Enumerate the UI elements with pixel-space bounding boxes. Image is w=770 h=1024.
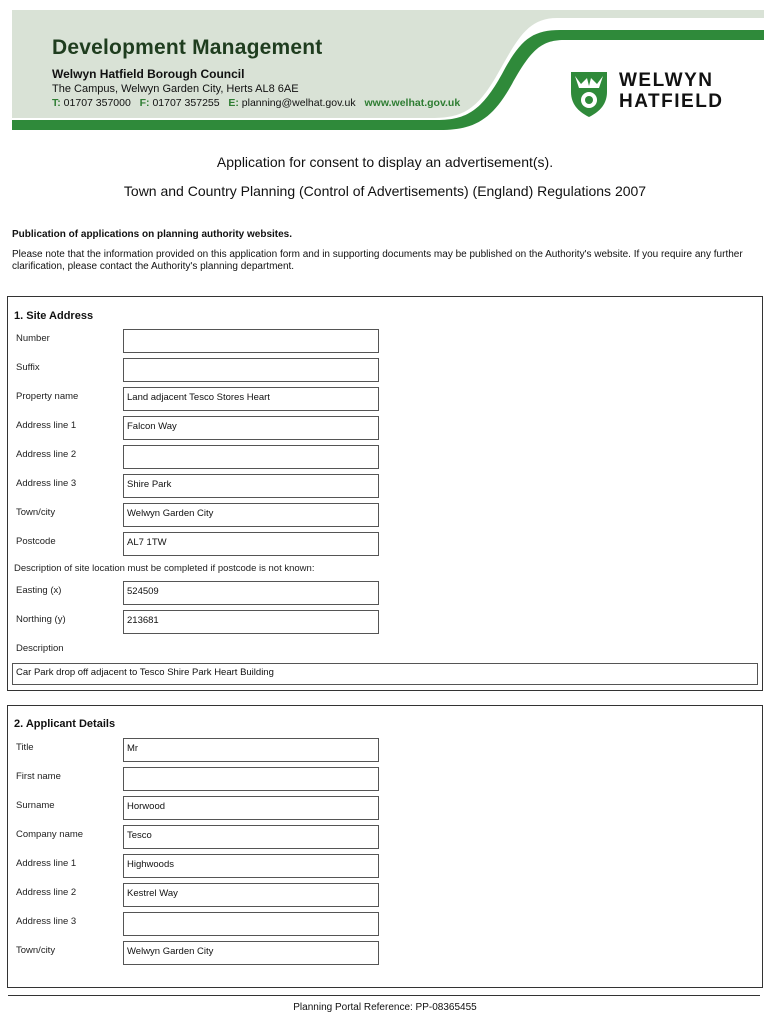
form-title: Application for consent to display an advertisement(s). [216, 154, 554, 170]
northing-field[interactable]: 213681 [123, 610, 379, 634]
field-label: Property name [16, 391, 79, 402]
tel-label: T: [52, 97, 61, 109]
fax-number: 01707 357255 [152, 97, 220, 109]
council-logo [569, 70, 759, 130]
email-label: E: [228, 97, 239, 109]
field-label: Address line 2 [16, 449, 77, 460]
publication-notice: Please note that the information provided on this application form and in supporting documents may be published on the Authority's website. If you require any further clarification, please contact the Authority's planning department. [12, 249, 743, 272]
field-label: Town/city [16, 945, 56, 956]
address-line-2-field[interactable] [123, 445, 379, 469]
field-label: Number [16, 333, 50, 344]
section-heading: 2. Applicant Details [14, 718, 116, 730]
publication-heading: Publication of applications on planning authority websites. [12, 229, 293, 240]
contact-line [52, 97, 460, 109]
footer-divider [8, 995, 760, 996]
applicant-address-line-3-field[interactable] [123, 912, 379, 936]
field-label: Easting (x) [16, 585, 62, 596]
shield-icon [569, 70, 609, 118]
field-label: Address line 2 [16, 887, 77, 898]
field-label: Title [16, 742, 34, 753]
title-field[interactable]: Mr [123, 738, 379, 762]
department-title: Development Management [52, 36, 323, 59]
suffix-field[interactable] [123, 358, 379, 382]
description-field[interactable]: Car Park drop off adjacent to Tesco Shire Park Heart Building [12, 663, 758, 685]
field-label: Address line 3 [16, 916, 77, 927]
field-label: Company name [16, 829, 84, 840]
easting-field[interactable]: 524509 [123, 581, 379, 605]
field-label: Address line 1 [16, 420, 77, 431]
address-line-3-field[interactable]: Shire Park [123, 474, 379, 498]
field-label: Postcode [16, 536, 56, 547]
postcode-field[interactable]: AL7 1TW [123, 532, 379, 556]
site-address-section [7, 296, 763, 691]
field-label: Town/city [16, 507, 56, 518]
address-line-1-field[interactable]: Falcon Way [123, 416, 379, 440]
description-label: Description [16, 643, 64, 654]
field-label: Address line 3 [16, 478, 77, 489]
council-address: The Campus, Welwyn Garden City, Herts AL8 6AE [52, 83, 299, 95]
letterhead [12, 10, 764, 130]
portal-reference: Planning Portal Reference: PP-08365455 [293, 1002, 477, 1013]
first-name-field[interactable] [123, 767, 379, 791]
council-name: Welwyn Hatfield Borough Council [52, 67, 245, 81]
applicant-details-section [7, 705, 763, 988]
fax-label: F: [139, 97, 150, 109]
field-label: Northing (y) [16, 614, 66, 625]
town-city-field[interactable]: Welwyn Garden City [123, 503, 379, 527]
surname-field[interactable]: Horwood [123, 796, 379, 820]
property-name-field[interactable]: Land adjacent Tesco Stores Heart [123, 387, 379, 411]
number-field[interactable] [123, 329, 379, 353]
website-link[interactable]: www.welhat.gov.uk [364, 97, 461, 109]
field-label: First name [16, 771, 61, 782]
form-subtitle: Town and Country Planning (Control of Advertisements) (England) Regulations 2007 [123, 183, 647, 199]
tel-number: 01707 357000 [63, 97, 131, 109]
applicant-address-line-2-field[interactable]: Kestrel Way [123, 883, 379, 907]
applicant-address-line-1-field[interactable]: Highwoods [123, 854, 379, 878]
field-label: Surname [16, 800, 55, 811]
email-address: planning@welhat.gov.uk [241, 97, 356, 109]
company-name-field[interactable]: Tesco [123, 825, 379, 849]
logo-wordmark: WELWYN HATFIELD [619, 70, 724, 112]
location-note: Description of site location must be completed if postcode is not known: [14, 563, 315, 574]
applicant-town-city-field[interactable]: Welwyn Garden City [123, 941, 379, 965]
section-heading: 1. Site Address [14, 310, 94, 322]
field-label: Address line 1 [16, 858, 77, 869]
field-label: Suffix [16, 362, 40, 373]
